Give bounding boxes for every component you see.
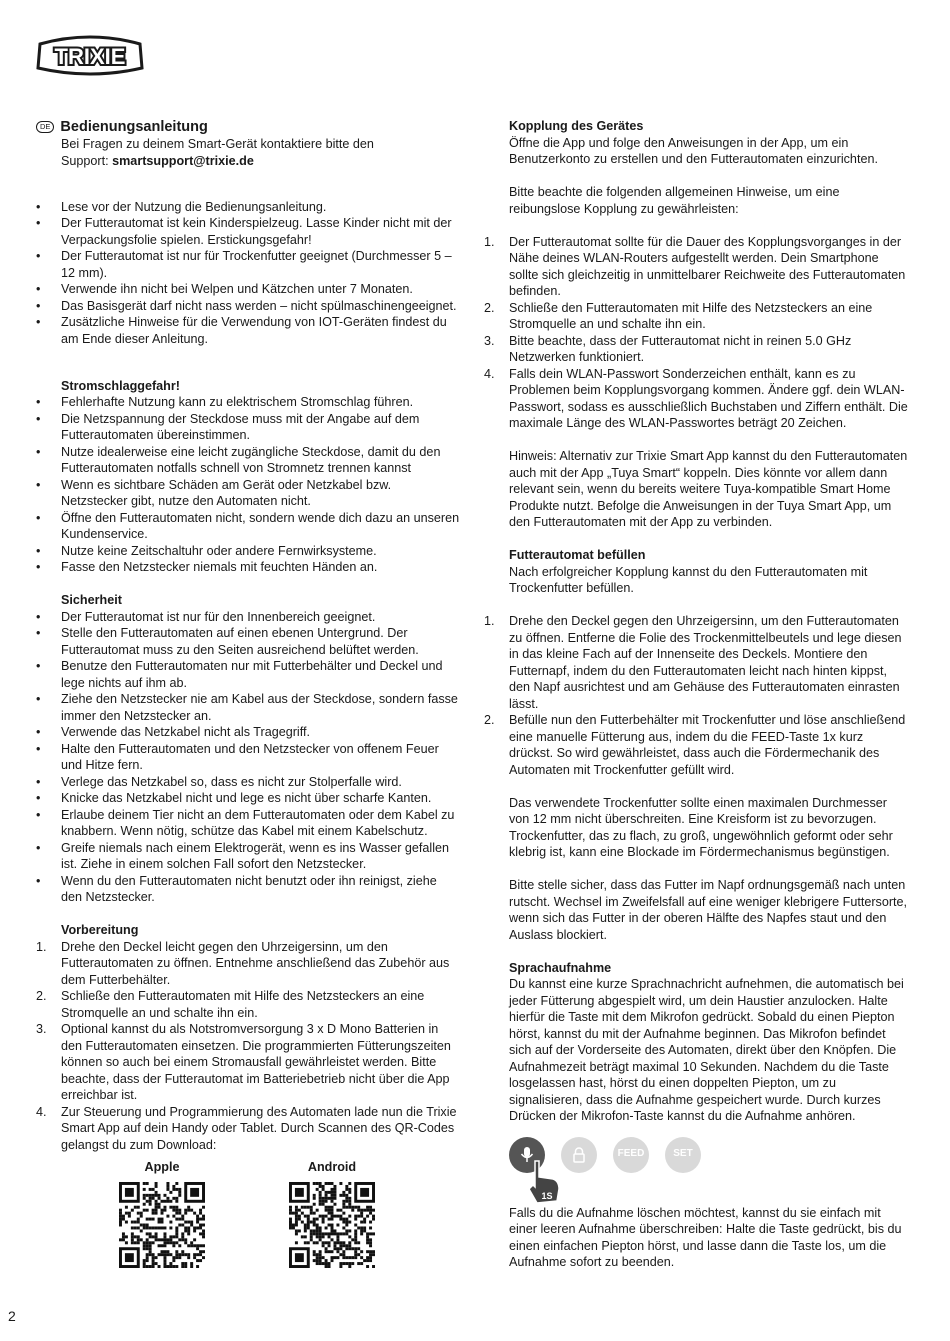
list-item: • Benutze den Futterautomaten nur mit Futterbehälter und Deckel und lege nichts auf ihm ab. — [36, 658, 460, 691]
befuellen-heading: Futterautomat befüllen — [509, 548, 646, 562]
sprachaufnahme-heading: Sprachaufnahme — [509, 960, 612, 975]
step-number: 1. — [36, 939, 47, 954]
language-badge: DE — [36, 121, 54, 133]
step-item — [36, 988, 460, 1021]
control-buttons-illustration — [509, 1137, 910, 1205]
intro-line — [61, 153, 460, 170]
list-item: • Die Netzspannung der Steckdose muss mit der Angabe auf dem Futterautomaten übereinstimmen. — [36, 411, 460, 444]
step-item — [36, 939, 460, 989]
list-item: • Der Futterautomat ist nur für Trockenfutter geeignet (Durchmesser 5 – 12 mm). — [36, 248, 460, 281]
befuellen-p3: Bitte stelle sicher, dass das Futter im Napf ordnungsgemäß nach unten rutscht. Wechsel im Zweifelsfall auf eine weniger klebrigere Futtersorte, wenn sich das Futter in der oberen Hälfte des Napfes staut und den Auslass blockiert. — [509, 878, 908, 942]
list-item: • Wenn du den Futterautomaten nicht benutzt oder ihn reinigst, ziehe den Netzstecker. — [36, 873, 460, 906]
qr-codes — [112, 1159, 460, 1268]
qr-code-android[interactable] — [289, 1182, 375, 1268]
step-item — [484, 234, 910, 300]
list-item: • Ziehe den Netzstecker nie am Kabel aus der Steckdose, sondern fasse immer den Netzstecker an. — [36, 691, 460, 724]
step-text: Schließe den Futterautomaten mit Hilfe des Netzsteckers an eine Stromquelle an und schalte ihn ein. — [509, 300, 873, 331]
strom-bullets — [36, 394, 460, 576]
list-item: • Nutze idealerweise eine leicht zugängliche Steckdose, damit du den Futterautomaten notfalls schnell von Stromnetz trennen kannst — [36, 444, 460, 477]
step-text: Befülle nun den Futterbehälter mit Trockenfutter und löse anschließend eine manuelle Fütterung aus, indem du die FEED-Taste 1x kurz drückst. So wird gewährleistet, dass auch die Fördermechanik des Automaten mit Trockenfutter gefüllt wird. — [509, 713, 906, 777]
trixie-logo — [34, 28, 146, 80]
right-column — [484, 118, 910, 1271]
list-item: • Greife niemals nach einem Elektrogerät, wenn es ins Wasser gefallen ist. Ziehe in einem solchen Fall sofort den Netzstecker. — [36, 840, 460, 873]
kopplung-p1: Öffne die App und folge den Anweisungen in der App, um ein Benutzerkonto zu erstellen und den Futterautomaten einzurichten. — [509, 135, 878, 166]
step-number: 1. — [484, 614, 495, 628]
list-item: • Stelle den Futterautomaten auf einen ebenen Untergrund. Der Futterautomat muss zu den Seiten ausreichend belüftet werden. — [36, 625, 460, 658]
step-number: 1. — [484, 234, 495, 249]
list-item: • Fasse den Netzstecker niemals mit feuchten Händen an. — [36, 559, 460, 576]
qr-apple-label: Apple — [144, 1160, 180, 1174]
step-number: 3. — [36, 1022, 47, 1036]
set-button-icon: SET — [665, 1137, 701, 1173]
step-number: 4. — [484, 366, 495, 381]
befuellen-p2: Das verwendete Trockenfutter sollte einen maximalen Durchmesser von 12 mm nicht überschreiten. Eine Kreisform ist zu bevorzugen. Trockenfutter, das zu flach, zu groß, ungewöhnlich geformt oder sehr klebrig ist, kann eine Blockade im Fördermechanismus begünstigen. — [509, 795, 893, 859]
list-item: • Öffne den Futterautomaten nicht, sondern wende dich dazu an unseren Kundenservice. — [36, 510, 460, 543]
step-item — [484, 333, 910, 366]
vorbereitung-heading: Vorbereitung — [61, 923, 139, 937]
general-bullets — [36, 199, 460, 348]
befuellen-steps — [484, 613, 910, 778]
qr-android-label: Android — [307, 1160, 357, 1174]
vorbereitung-steps — [36, 939, 460, 1154]
strom-heading: Stromschlaggefahr! — [61, 378, 180, 393]
list-item: • Das Basisgerät darf nicht nass werden – nicht spülmaschinengeeignet. — [36, 298, 460, 315]
intro-line: Bei Fragen zu deinem Smart-Gerät kontaktiere bitte den — [61, 137, 374, 151]
lock-icon — [561, 1137, 597, 1173]
support-intro — [36, 136, 460, 169]
list-item: • Zusätzliche Hinweise für die Verwendung von IOT-Geräten findest du am Ende dieser Anleitung. — [36, 314, 460, 347]
list-item: • Verlege das Netzkabel so, dass es nicht zur Stolperfalle wird. — [36, 774, 460, 791]
sicherheit-bullets — [36, 609, 460, 906]
step-number: 2. — [36, 989, 47, 1003]
kopplung-p2: Bitte beachte die folgenden allgemeinen Hinweise, um eine reibungslose Kopplung zu gewährleisten: — [509, 185, 840, 216]
page-title — [36, 118, 460, 136]
support-prefix: Support: — [61, 153, 113, 168]
kopplung-heading: Kopplung des Gerätes — [509, 119, 644, 133]
step-text: Bitte beachte, dass der Futterautomat nicht in reinen 5.0 GHz Netzwerken funktioniert. — [509, 333, 852, 364]
step-number: 2. — [484, 713, 495, 727]
svg-text:1S: 1S — [541, 1190, 553, 1201]
step-item — [484, 366, 910, 432]
step-text: Drehe den Deckel gegen den Uhrzeigersinn, um den Futterautomaten zu öffnen. Entferne die Folie des Trockenmittelbeutels und lege diesen in das kleine Fach auf der Innenseite des Deckels. Montiere den Futternapf, indem du den Futterautomaten leicht nach hinten kippst, den Napf ausrichtest und am Gehäuse des Futterautomaten einrasten lässt. — [509, 614, 902, 711]
press-hand-icon — [523, 1159, 563, 1205]
list-item: • Der Futterautomat ist kein Kinderspielzeug. Lasse Kinder nicht mit der Verpackungsfolie spielen. Erstickungsgefahr! — [36, 215, 460, 248]
list-item: • Verwende ihn nicht bei Welpen und Kätzchen unter 7 Monaten. — [36, 281, 460, 298]
step-number: 2. — [484, 300, 495, 315]
step-item — [36, 1021, 460, 1104]
list-item: • Verwende das Netzkabel nicht als Tragegriff. — [36, 724, 460, 741]
list-item: • Nutze keine Zeitschaltuhr oder andere Fernwirksysteme. — [36, 543, 460, 560]
list-item: • Fehlerhafte Nutzung kann zu elektrischem Stromschlag führen. — [36, 394, 460, 411]
support-email[interactable]: smartsupport@trixie.de — [112, 153, 254, 168]
step-text: Falls dein WLAN-Passwort Sonderzeichen enthält, kann es zu Problemen beim Kopplungsvorgang kommen. Ändere ggf. dein WLAN-Passwort, sodass es ausschließlich Buchstaben und Ziffern enthält. Die maximale Länge des WLAN-Passwortes beträgt 20 Zeichen. — [509, 366, 908, 430]
list-item: • Der Futterautomat ist nur für den Innenbereich geeignet. — [36, 609, 460, 626]
step-item — [484, 300, 910, 333]
step-text: Zur Steuerung und Programmierung des Automaten lade nun die Trixie Smart App auf dein Handy oder Tablet. Durch Scannen des QR-Codes gelangst du zum Download: — [61, 1104, 457, 1152]
qr-code-apple[interactable] — [119, 1182, 205, 1268]
qr-android — [282, 1159, 382, 1268]
svg-text:TRIXIE: TRIXIE — [54, 44, 126, 69]
step-item — [484, 712, 910, 778]
list-item: • Lese vor der Nutzung die Bedienungsanleitung. — [36, 199, 460, 216]
list-item: • Halte den Futterautomaten und den Netzstecker von offenem Feuer und Hitze fern. — [36, 741, 460, 774]
step-number: 4. — [36, 1104, 47, 1119]
title-text: Bedienungsanleitung — [60, 119, 208, 135]
list-item: • Wenn es sichtbare Schäden am Gerät oder Netzkabel bzw. Netzstecker gibt, nutze den Automaten nicht. — [36, 477, 460, 510]
hinweis-text: Hinweis: Alternativ zur Trixie Smart App kannst du den Futterautomaten auch mit der App „Tuya Smart“ koppeln. Dies könnte vor allem dann relevant sein, wenn du bereits weitere Tuya-kompatible Smart Home Produkte nutzt. Befolge die Anweisungen in der Tuya Smart App, um den Futterautomaten mit der App zu verbinden. — [509, 449, 908, 529]
step-item — [36, 1104, 460, 1154]
list-item: • Knicke das Netzkabel nicht und lege es nicht über scharfe Kanten. — [36, 790, 460, 807]
step-text: Optional kannst du als Notstromversorgung 3 x D Mono Batterien in den Futterautomaten einsetzen. Die programmierten Fütterungszeiten können so auch bei einem Stromausfall gewährleistet werden. Bitte beachte, dass der Futterautomat im Batteriebetrieb nicht über die App erreichbar ist. — [61, 1022, 451, 1102]
step-text: Der Futterautomat sollte für die Dauer des Kopplungsvorganges in der Nähe deines WLAN-Routers aufgestellt werden. Dein Smartphone sollte sich gleichzeitig in unmittelbarer Reichweite des Futterautomaten befinden. — [509, 234, 906, 298]
sprachaufnahme-p2: Falls du die Aufnahme löschen möchtest, kannst du sie einfach mit einer leeren Aufnahme überschreiben: Halte die Taste gedrückt, bis du einen einfachen Piepton hörst, und lasse dann die Taste los, um die Aufnahme sofort zu beenden. — [509, 1205, 902, 1269]
kopplung-steps — [484, 234, 910, 432]
befuellen-p1: Nach erfolgreicher Kopplung kannst du den Futterautomaten mit Trockenfutter befüllen. — [509, 564, 868, 595]
page-number: 2 — [8, 1308, 16, 1324]
feed-button-icon: FEED — [613, 1137, 649, 1173]
step-number: 3. — [484, 333, 495, 348]
step-text: Drehe den Deckel leicht gegen den Uhrzeigersinn, um den Futterautomaten zu öffnen. Entnehme anschließend das Zubehör aus dem Futterbehälter. — [61, 939, 450, 987]
step-item — [484, 613, 910, 712]
sicherheit-heading: Sicherheit — [61, 593, 122, 607]
left-column — [36, 118, 460, 1268]
list-item: • Erlaube deinem Tier nicht an dem Futterautomaten oder dem Kabel zu knabbern. Wenn nötig, schütze das Kabel mit einem Kabelschutz. — [36, 807, 460, 840]
step-text: Schließe den Futterautomaten mit Hilfe des Netzsteckers an eine Stromquelle an und schalte ihn ein. — [61, 989, 425, 1020]
sprachaufnahme-p1: Du kannst eine kurze Sprachnachricht aufnehmen, die automatisch bei jeder Fütterung abgespielt wird, um dein Haustier anzulocken. Halte hierfür die Taste mit dem Mikrofon gedrückt. Sobald du einen Piepton hörst, kannst du mit der Aufnahme beginnen. Das Mikrofon befindet sich auf der Vorderseite des Automaten, direkt über den Knöpfen. Die Aufnahmezeit beträgt maximal 10 Sekunden. Nachdem du die Taste losgelassen hast, hörst du einen doppelten Piepton, um zu signalisieren, dass die Aufnahme gespeichert wurde. Durch kurzes Drücken der Mikrofon-Taste kannst du die Aufnahme anhören. — [509, 977, 904, 1123]
qr-apple — [112, 1159, 212, 1268]
